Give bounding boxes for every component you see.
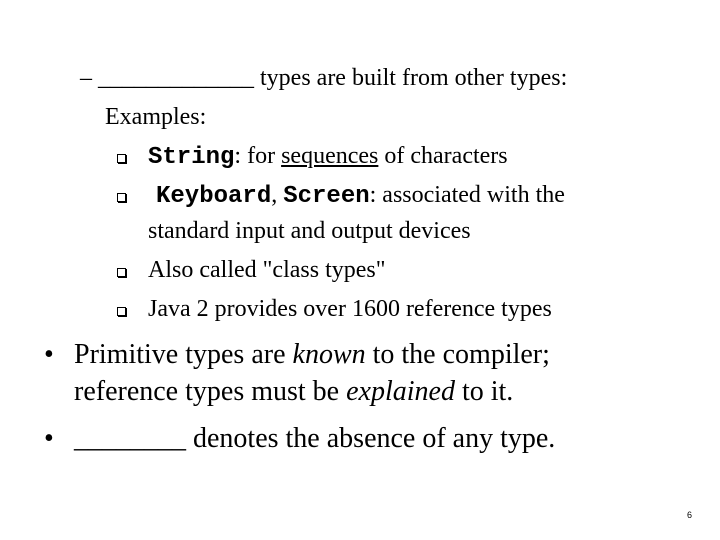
sub-item-class-types: Also called "class types" xyxy=(148,257,386,283)
fill-in-blank: _____________ xyxy=(98,65,254,91)
emphasis-known: known xyxy=(292,339,366,370)
bullet-icon: • xyxy=(44,423,54,454)
code-screen: Screen xyxy=(283,183,370,210)
bullet-void xyxy=(74,423,555,455)
checkbox-bullet-icon xyxy=(117,268,126,277)
sub-item-string xyxy=(148,142,508,172)
sub-item-text: : associated with the xyxy=(369,182,565,208)
bullet-icon: • xyxy=(44,339,54,370)
bullet-text: denotes the absence of any type. xyxy=(186,423,556,454)
code-string: String xyxy=(148,144,235,171)
sub-item-keyboard-screen xyxy=(156,181,565,211)
separator: , xyxy=(271,182,284,208)
emphasis-explained: explained xyxy=(346,376,455,407)
sub-item-text: : for xyxy=(234,143,282,169)
bullet-text: reference types must be xyxy=(74,376,347,407)
sub-item-continuation: standard input and output devices xyxy=(148,218,471,244)
bullet-text: to it. xyxy=(454,376,514,407)
page-number: 6 xyxy=(686,510,692,520)
checkbox-bullet-icon xyxy=(117,154,126,163)
fill-in-blank: ________ xyxy=(74,423,186,454)
checkbox-bullet-icon xyxy=(117,307,126,316)
dash-marker: – xyxy=(80,65,92,91)
sub-item-java2: Java 2 provides over 1600 reference types xyxy=(148,296,552,322)
bullet-text: to the compiler; xyxy=(365,339,550,370)
examples-label: Examples: xyxy=(105,104,207,130)
bullet-text: Primitive types are xyxy=(74,339,293,370)
underlined-text: sequences xyxy=(281,143,379,169)
dash-line-text: types are built from other types: xyxy=(254,65,568,91)
bullet-primitive-line2 xyxy=(74,376,513,408)
code-keyboard: Keyboard xyxy=(156,183,272,210)
sub-item-text: of characters xyxy=(378,143,508,169)
checkbox-bullet-icon xyxy=(117,193,126,202)
dash-line xyxy=(80,64,567,92)
bullet-primitive-line1 xyxy=(74,339,550,371)
